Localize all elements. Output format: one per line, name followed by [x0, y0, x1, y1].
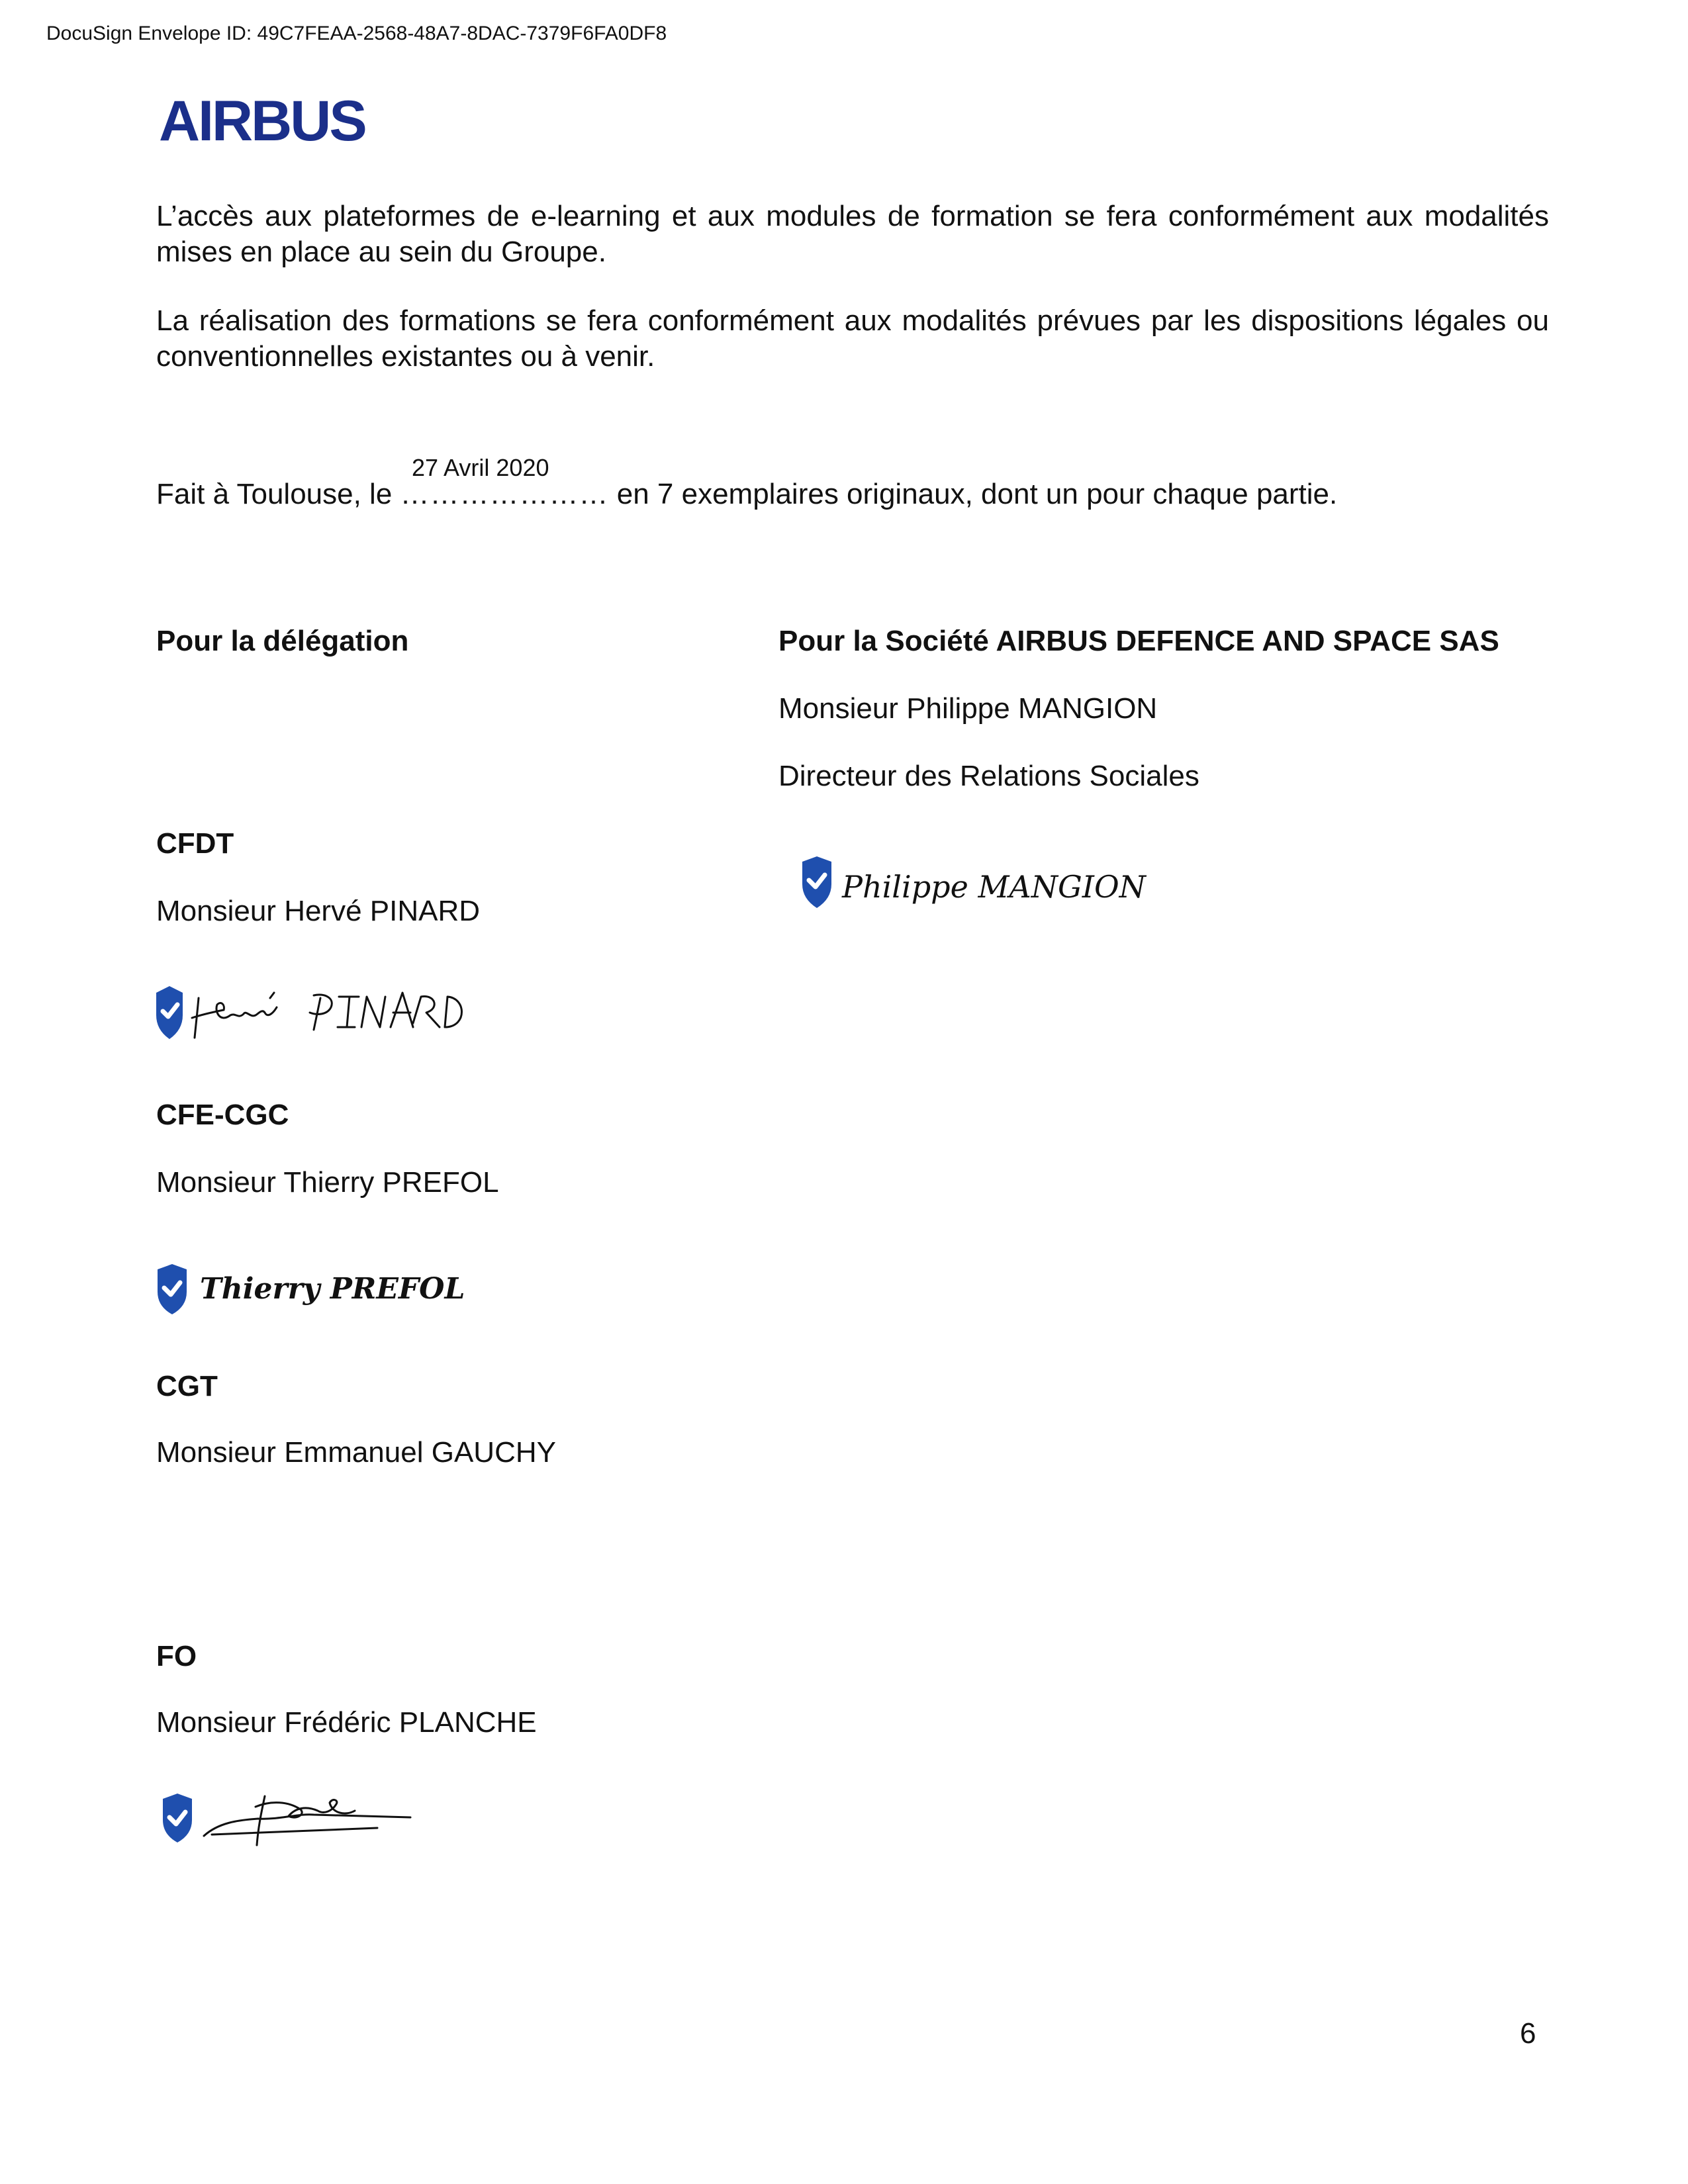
signing-date: 27 Avril 2020 [412, 454, 549, 481]
company-heading: Pour la Société AIRBUS DEFENCE AND SPACE SAS [778, 625, 1499, 657]
company-signatory-name: Monsieur Philippe MANGION [778, 692, 1158, 725]
union-fo: FO [156, 1640, 197, 1672]
airbus-logo: AIRBUS [159, 89, 365, 153]
company-signatory-title: Directeur des Relations Sociales [778, 760, 1199, 792]
page-number: 6 [1520, 2017, 1536, 2050]
signature-planche [159, 1782, 424, 1854]
signatory-name-prefol: Monsieur Thierry PREFOL [156, 1166, 499, 1199]
docusign-shield-icon [163, 1794, 192, 1843]
paragraph-elearning: L’accès aux plateformes de e-learning et aux modules de formation se fera conformément aux modalités mises en place au sein du Groupe. [156, 200, 1549, 268]
union-cfe-cgc: CFE-CGC [156, 1099, 289, 1131]
union-cfdt: CFDT [156, 827, 234, 860]
delegation-heading: Pour la délégation [156, 625, 409, 657]
fait-suffix: en 7 exemplaires originaux, dont un pour chaque partie. [608, 478, 1338, 510]
svg-text:Philippe MANGION: Philippe MANGION [842, 869, 1146, 905]
signatory-name-planche: Monsieur Frédéric PLANCHE [156, 1706, 537, 1739]
svg-text:Thierry PREFOL: Thierry PREFOL [200, 1272, 465, 1306]
date-dots: ………………… [400, 478, 609, 510]
union-cgt: CGT [156, 1370, 218, 1402]
signatory-name-pinard: Monsieur Hervé PINARD [156, 895, 481, 927]
signature-prefol [154, 1263, 465, 1316]
signatory-name-gauchy: Monsieur Emmanuel GAUCHY [156, 1436, 556, 1469]
paragraph-formations: La réalisation des formations se fera conformément aux modalités prévues par les dispositions légales ou conventionnelles existantes ou à venir. [156, 304, 1549, 373]
signature-mangion [798, 854, 1146, 920]
docusign-envelope-id: DocuSign Envelope ID: 49C7FEAA-2568-48A7-8DAC-7379F6FA0DF8 [46, 23, 667, 44]
signature-pinard [151, 983, 495, 1044]
fait-line [156, 478, 1337, 511]
fait-prefix: Fait à Toulouse, le [156, 478, 400, 510]
